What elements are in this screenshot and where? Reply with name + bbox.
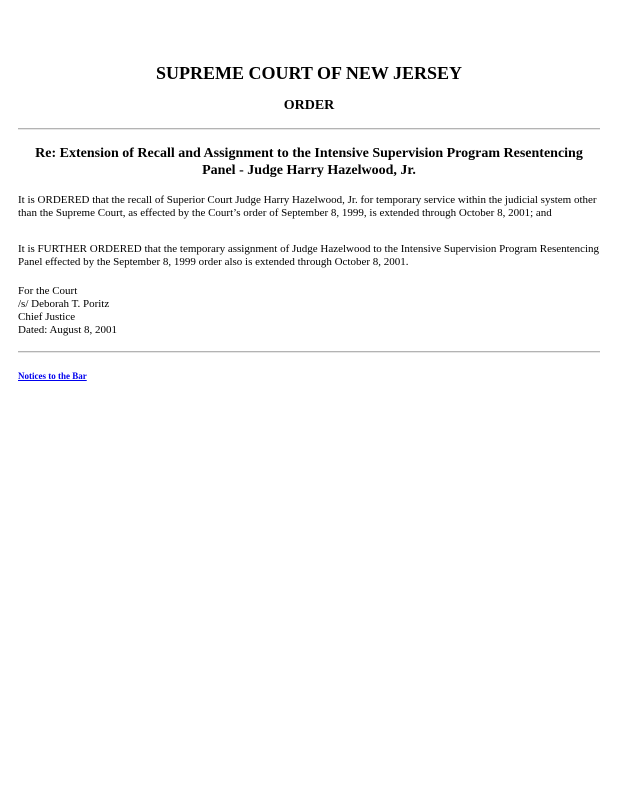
order-heading: ORDER bbox=[283, 98, 335, 113]
signature-for-line: For the Court bbox=[18, 285, 78, 297]
signature-block bbox=[18, 285, 318, 337]
top-divider bbox=[18, 128, 600, 130]
notices-to-the-bar-link[interactable]: Notices to the Bar bbox=[18, 371, 87, 381]
order-subject: Re: Extension of Recall and Assignment to the Intensive Supervision Program Resentencing Panel - Judge Harry Hazelwood, Jr. bbox=[35, 146, 583, 178]
order-paragraph-2: It is FURTHER ORDERED that the temporary assignment of Judge Hazelwood to the Intensive Supervision Program Resentencing Panel effected by the September 8, 1999 order also is extended through October 8, 2001. bbox=[18, 243, 600, 268]
signature-date: Dated: August 8, 2001 bbox=[18, 324, 117, 336]
order-paragraph-1: It is ORDERED that the recall of Superior Court Judge Harry Hazelwood, Jr. for temporary service within the judicial system other than the Supreme Court, as effected by the Court’s order of September 8, 1999, is extended through October 8, 2001; and bbox=[18, 194, 597, 219]
court-title: SUPREME COURT OF NEW JERSEY bbox=[155, 63, 463, 83]
signature-signed-by: /s/ Deborah T. Poritz bbox=[18, 298, 110, 310]
bottom-divider bbox=[18, 351, 600, 353]
signature-title: Chief Justice bbox=[18, 311, 76, 323]
